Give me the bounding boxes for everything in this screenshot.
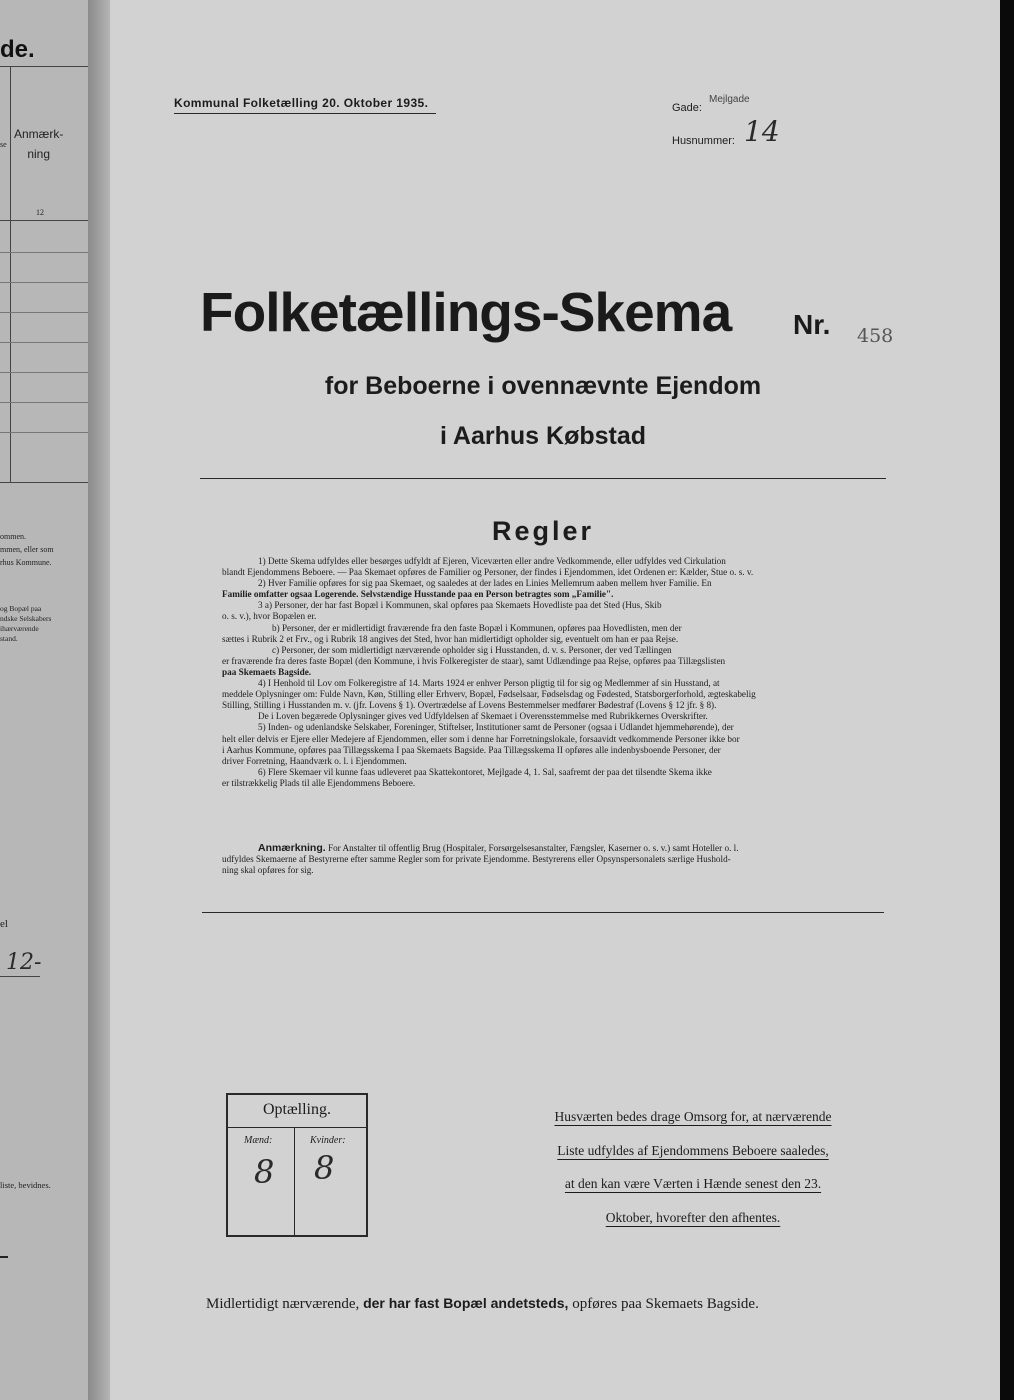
left-row-line bbox=[0, 372, 100, 373]
rule-line: Familie omfatter ogsaa Logerende. Selvstændige Husstande paa en Person betragtes som „Familie". bbox=[222, 589, 614, 600]
rules-text bbox=[222, 556, 864, 789]
note-label: Anmærkning. bbox=[258, 842, 326, 854]
rule-line: b) Personer, der er midlertidigt fraværende fra den faste Bopæl i Kommunen, opføres paa Hovedlisten, men der bbox=[272, 622, 682, 633]
men-count: 8 bbox=[254, 1153, 275, 1191]
left-header-rule bbox=[0, 66, 100, 67]
rule-line: o. s. v.), hvor Bopælen er. bbox=[222, 611, 317, 622]
count-box-divider bbox=[294, 1127, 295, 1235]
left-note-line: rhus Kommune. bbox=[0, 558, 52, 567]
rule-line: meddele Oplysninger om: Fulde Navn, Køn, Stilling eller Erhverv, Bopæl, Fødselsaar, Fødselsdag og Fødested, Statsborgerforhold, ægteskabelig bbox=[222, 689, 756, 700]
landlord-notice bbox=[520, 1100, 866, 1234]
rule-line: paa Skemaets Bagside. bbox=[222, 666, 312, 677]
left-row-line bbox=[0, 252, 100, 253]
form-subtitle-2: i Aarhus Købstad bbox=[439, 422, 647, 450]
rule-line: 3 a) Personer, der har fast Bopæl i Kommunen, skal opføres paa Skemaets Hovedliste paa det Sted (Hus, Skib bbox=[258, 600, 662, 611]
women-label: Kvinder: bbox=[310, 1135, 346, 1146]
left-header-cell-2: Anmærk- ning bbox=[14, 127, 64, 161]
landlord-notice-line: at den kan være Værten i Hænde senest den 23. bbox=[564, 1176, 822, 1191]
form-number-label: Nr. bbox=[793, 309, 831, 340]
previous-page-strip bbox=[0, 0, 100, 1400]
left-bottom-text: liste, bevidnes. bbox=[0, 1180, 51, 1190]
note-block bbox=[222, 843, 864, 876]
left-row-line bbox=[0, 312, 100, 313]
form-number-value: 458 bbox=[857, 325, 894, 347]
rule-line: 5) Inden- og udenlandske Selskaber, Foreninger, Stiftelser, Institutioner samt de Personer (ogsaa i Udlandet hjemmehørende), der bbox=[258, 722, 734, 733]
rule-line: 2) Hver Familie opføres for sig paa Skemaet, og saaledes at der lades en Linies Mellemrum aaben mellem hver Familie. En bbox=[258, 578, 712, 589]
left-underline bbox=[0, 976, 40, 977]
rule-line: er fraværende fra deres faste Bopæl (den Kommune, i hvis Folkeregister de staar), samt Udlændinge paa Rejse, opføres paa Tillægslisten bbox=[222, 655, 726, 666]
left-note-line: ndske Selskabers bbox=[0, 614, 52, 623]
left-mark bbox=[0, 1256, 8, 1258]
footer-note bbox=[206, 1295, 759, 1313]
left-note-line: og Bopæl paa bbox=[0, 604, 42, 613]
rule-line: sættes i Rubrik 2 et Frv., og i Rubrik 18 angives det Sted, hvor han midlertidigt opholder sig, eventuelt om han er paa Rejse. bbox=[222, 633, 679, 644]
rule-line: c) Personer, der som midlertidigt nærværende opholder sig i Husstanden, d. v. s. Personer, der ved Tællingen bbox=[272, 644, 672, 655]
street-value: Mejlgade bbox=[709, 94, 750, 105]
left-row-line bbox=[0, 342, 100, 343]
rule-line: driver Forretning, Haandværk o. l. i Ejendommen. bbox=[222, 755, 407, 766]
street-label: Gade: bbox=[672, 102, 702, 114]
house-number-label: Husnummer: bbox=[672, 135, 735, 147]
rule-line: Stilling, Stilling i Husstanden m. v. (jfr. Lovens § 1). Overtrædelse af Lovens Bestemmelser medfører Bødestraf (Lovens § 12 jfr. § 8). bbox=[222, 700, 717, 711]
note-divider bbox=[202, 912, 884, 913]
note-line: For Anstalter til offentlig Brug (Hospitaler, Forsørgelsesanstalter, Fængsler, Kaserner o. s. v.) samt Hoteller o. l. bbox=[327, 843, 739, 853]
rule-line: 4) I Henhold til Lov om Folkeregistre af 14. Marts 1924 er enhver Person pligtig til for sig og Medlemmer af sin Husstand, at bbox=[258, 678, 720, 689]
left-note-block-1 bbox=[0, 530, 54, 569]
footer-part-1: Midlertidigt nærværende, bbox=[206, 1296, 364, 1312]
men-label: Mænd: bbox=[244, 1135, 273, 1146]
rule-line: helt eller delvis er Ejere eller Medejere af Ejendommen, eller som i denne har Forretningslokale, forsaavidt vedkommende Personer ikke bor bbox=[222, 733, 740, 744]
left-row-line bbox=[0, 282, 100, 283]
women-count: 8 bbox=[314, 1149, 335, 1187]
left-note-line: stand. bbox=[0, 634, 18, 643]
note-line: ning skal opføres for sig. bbox=[222, 865, 314, 876]
left-table-bottom-rule bbox=[0, 482, 100, 483]
footer-part-2: der har fast Bopæl andetsteds, bbox=[363, 1295, 569, 1311]
left-note-line: mmen, eller som bbox=[0, 545, 54, 554]
left-column-number: 12 bbox=[36, 208, 44, 217]
count-box bbox=[226, 1093, 368, 1237]
rules-heading: Regler bbox=[491, 516, 595, 546]
landlord-notice-line: Oktober, hvorefter den afhentes. bbox=[605, 1209, 781, 1225]
rule-line: er tilstrækkelig Plads til alle Ejendommens Beboere. bbox=[222, 777, 416, 788]
left-table-rule bbox=[0, 220, 100, 221]
landlord-notice-line: Husværten bedes drage Omsorg for, at nærværende bbox=[554, 1109, 832, 1124]
house-number-value: 14 bbox=[744, 115, 780, 148]
rule-line: 1) Dette Skema udfyldes eller besørges udfyldt af Ejeren, Viceværten eller andre Vedkommende, eller udfyldes ved Cirkulation bbox=[258, 556, 726, 566]
title-divider bbox=[200, 478, 886, 479]
rule-line: i Aarhus Kommune, opføres paa Tillægsskema I paa Skemaets Bagside. Paa Tillægsskema II opføres alle indenbysboende Personer, der bbox=[222, 744, 721, 755]
left-row-line bbox=[0, 432, 100, 433]
left-handwritten-number: 12- bbox=[6, 950, 42, 975]
form-title: Folketællings-Skema bbox=[200, 281, 732, 343]
count-box-rule bbox=[228, 1127, 366, 1128]
form-subtitle-1: for Beboerne i ovennævnte Ejendom bbox=[324, 372, 762, 400]
census-line-underline bbox=[174, 113, 436, 114]
landlord-notice-line: Liste udfyldes af Ejendommens Beboere saaledes, bbox=[557, 1142, 829, 1158]
footer-part-3: opføres paa Skemaets Bagside. bbox=[568, 1296, 759, 1312]
right-background-edge bbox=[1000, 0, 1014, 1400]
note-line: udfyldes Skemaerne af Bestyrerne efter samme Regler som for private Ejendomme. Bestyrerens eller Opsynspersonalets særlige Hushold- bbox=[222, 854, 731, 865]
left-heading-fragment: de. bbox=[0, 36, 35, 63]
left-row-line bbox=[0, 402, 100, 403]
rule-line: blandt Ejendommens Beboere. — Paa Skemaet opføres de Familier og Personer, der findes i Ejendommen, idet Ordenen er: Kælder, Stue o. s. v. bbox=[222, 567, 754, 578]
rule-line: De i Loven begærede Oplysninger gives ved Udfyldelsen af Skemaet i Overensstemmelse med Rubrikkernes Overskrifter. bbox=[258, 711, 708, 722]
count-box-title: Optælling. bbox=[262, 1101, 331, 1118]
left-label-el: el bbox=[0, 918, 8, 930]
census-line: Kommunal Folketælling 20. Oktober 1935. bbox=[174, 96, 429, 110]
left-note-line: ommen. bbox=[0, 532, 26, 541]
left-column-divider bbox=[10, 66, 11, 482]
left-note-block-2 bbox=[0, 604, 51, 644]
left-note-line: ihærværende bbox=[0, 624, 39, 633]
left-header-cell-1: se bbox=[0, 140, 7, 149]
rule-line: 6) Flere Skemaer vil kunne faas udleveret paa Skattekontoret, Mejlgade 4, 1. Sal, saafremt der paa det tilsendte Skema ikke bbox=[258, 766, 712, 777]
